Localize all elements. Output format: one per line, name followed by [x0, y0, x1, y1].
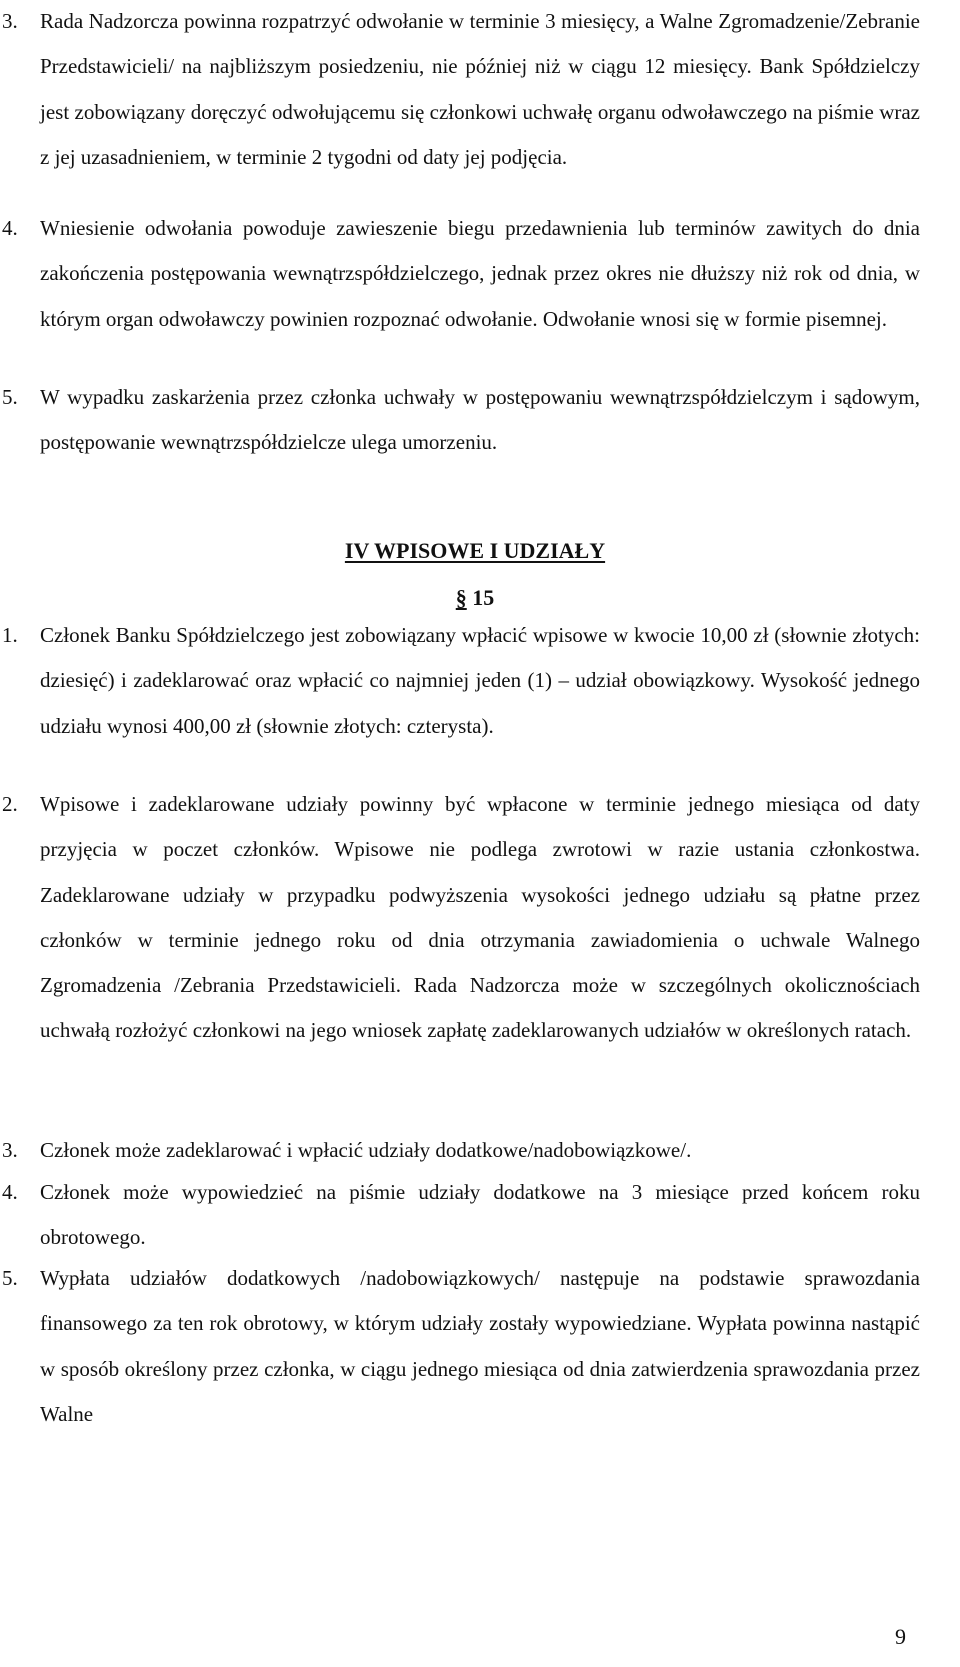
list-item-text: W wypadku zaskarżenia przez członka uchwały w postępowaniu wewnątrzspółdzielczym i sądowym, postępowanie wewnątrzspółdzielcze ulega umorzeniu.	[40, 385, 920, 455]
section-heading: IV WPISOWE I UDZIAŁY	[344, 538, 606, 563]
list-item-number: 3.	[2, 1138, 18, 1162]
list-item-number: 1.	[2, 623, 18, 647]
list-item-text: Członek Banku Spółdzielczego jest zobowiązany wpłacić wpisowe w kwocie 10,00 zł (słownie złotych: dziesięć) i zadeklarować oraz wpłacić co najmniej jeden (1) – udział obowiązkowy. Wysokość jednego udziału wynosi 400,00 zł (słownie złotych: czterysta).	[40, 623, 920, 738]
list-item-number: 5.	[2, 1266, 18, 1290]
list-item-number: 3.	[2, 9, 18, 33]
list-item-number: 2.	[2, 792, 18, 816]
list-item-text: Wniesienie odwołania powoduje zawieszenie biegu przedawnienia lub terminów zawitych do dnia zakończenia postępowania wewnątrzspółdzielczego, jednak przez okres nie dłuższy niż rok od dnia, w którym organ odwoławczy powinien rozpoznać odwołanie. Odwołanie wnosi się w formie pisemnej.	[40, 216, 920, 331]
list-item-text: Wypłata udziałów dodatkowych /nadobowiązkowych/ następuje na podstawie sprawozdania finansowego za ten rok obrotowy, w którym udziały zostały wypowiedziane. Wypłata powinna nastąpić w sposób określony przez członka, w ciągu jednego miesiąca od dnia zatwierdzenia sprawozdania przez Walne	[40, 1266, 920, 1426]
paragraph-heading	[0, 585, 950, 611]
list-item-number: 5.	[2, 385, 18, 409]
list-item-text: Wpisowe i zadeklarowane udziały powinny być wpłacone w terminie jednego miesiąca od daty przyjęcia w poczet członków. Wpisowe nie podlega zwrotowi w razie ustania członkostwa. Zadeklarowane udziały w przypadku podwyższenia wysokości jednego udziału są płatne przez członków w terminie jednego roku od dnia otrzymania zawiadomienia o uchwale Walnego Zgromadzenia /Zebrania Przedstawicieli. Rada Nadzorcza może w szczególnych okolicznościach uchwałą rozłożyć członkowi na jego wniosek zapłatę zadeklarowanych udziałów w określonych ratach.	[40, 792, 920, 1043]
paragraph-symbol: §	[455, 585, 467, 610]
list-item-text: Członek może zadeklarować i wpłacić udziały dodatkowe/nadobowiązkowe/.	[40, 1138, 692, 1162]
paragraph-number: 15	[472, 585, 495, 610]
page-number: 9	[895, 1624, 906, 1649]
list-item-number: 4.	[2, 216, 18, 240]
list-item-text: Członek może wypowiedzieć na piśmie udziały dodatkowe na 3 miesiące przed końcem roku obrotowego.	[40, 1180, 920, 1250]
list-item-text: Rada Nadzorcza powinna rozpatrzyć odwołanie w terminie 3 miesięcy, a Walne Zgromadzenie/Zebranie Przedstawicieli/ na najbliższym posiedzeniu, nie później niż w ciągu 12 miesięcy. Bank Spółdzielczy jest zobowiązany doręczyć odwołującemu się członkowi uchwałę organu odwoławczego na piśmie wraz z jej uzasadnieniem, w terminie 2 tygodni od daty jej podjęcia.	[40, 9, 920, 169]
list-item-number: 4.	[2, 1180, 18, 1204]
